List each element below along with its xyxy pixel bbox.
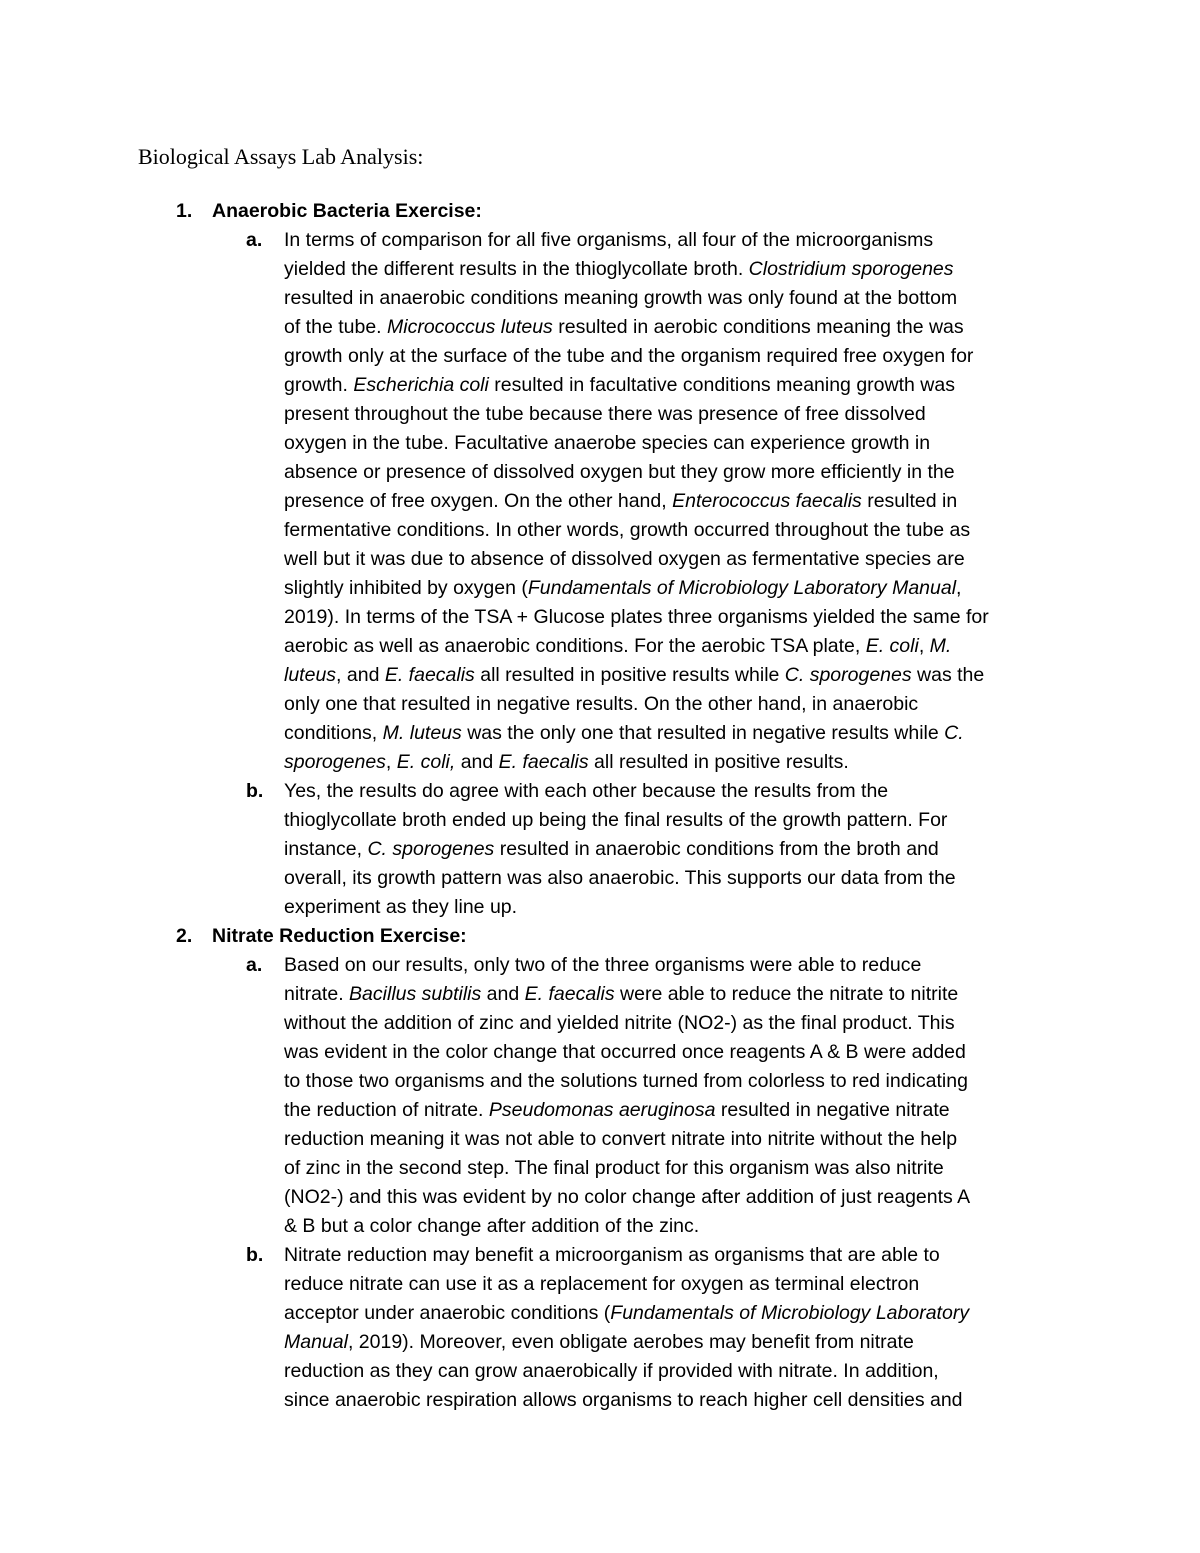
text-run: instance, [284,838,368,860]
paragraph [284,226,1084,777]
text-line [284,864,1084,893]
text-run: was evident in the color change that occurred once reagents A & B were added [284,1041,966,1063]
text-run: Yes, the results do agree with each other because the results from the [284,780,889,802]
text-run: resulted in anaerobic conditions from the broth and [494,838,939,860]
text-run: In terms of comparison for all five organisms, all four of the microorganisms [284,229,934,251]
italic-text-run: Pseudomonas aeruginosa [488,1099,716,1121]
text-line [284,951,1084,980]
text-run: experiment as they line up. [284,896,518,918]
text-run: Nitrate reduction may benefit a microorganism as organisms that are able to [284,1244,940,1266]
text-run: thioglycollate broth ended up being the final results of the growth pattern. For [284,809,948,831]
section-number: 2. [176,925,193,947]
text-line [284,255,1084,284]
text-run: resulted in negative nitrate [715,1099,950,1121]
italic-text-run: luteus [284,664,337,686]
sub-item-marker: b. [246,1244,264,1266]
text-line [284,806,1084,835]
text-run: , [385,751,397,773]
text-line [284,1241,1084,1270]
text-run: present throughout the tube because there was presence of free dissolved [284,403,926,425]
paragraph [284,777,1084,922]
italic-text-run: Manual [284,1331,348,1353]
text-line [284,1067,1084,1096]
text-line [284,1212,1084,1241]
text-line [284,1183,1084,1212]
italic-text-run: C. sporogenes [367,838,495,860]
italic-text-run: E. coli, [396,751,456,773]
text-line [284,458,1084,487]
italic-text-run: Enterococcus faecalis [672,490,862,512]
text-run: reduce nitrate can use it as a replacement for oxygen as terminal electron [284,1273,920,1295]
text-line [284,226,1084,255]
text-run: growth. [284,374,354,396]
text-run: nitrate. [284,983,350,1005]
text-run: of zinc in the second step. The final product for this organism was also nitrite [284,1157,944,1179]
text-run: the reduction of nitrate. [284,1099,489,1121]
text-run: was the [911,664,985,686]
paragraph [284,1241,1084,1415]
text-line [284,313,1084,342]
text-run: slightly inhibited by oxygen ( [284,577,528,599]
text-run: reduction meaning it was not able to convert nitrate into nitrite without the help [284,1128,958,1150]
paragraph [284,951,1084,1241]
text-line [284,980,1084,1009]
text-line [284,1328,1084,1357]
section-number: 1. [176,200,193,222]
text-run: , and [336,664,385,686]
text-run: overall, its growth pattern was also anaerobic. This supports our data from the [284,867,956,889]
text-run: (NO2-) and this was evident by no color change after addition of just reagents A [284,1186,971,1208]
text-run: all resulted in positive results while [474,664,785,686]
text-line [284,429,1084,458]
text-line [284,835,1084,864]
text-line [284,1009,1084,1038]
text-line [284,661,1084,690]
italic-text-run: Fundamentals of Microbiology Laboratory [610,1302,970,1324]
text-run: yielded the different results in the thioglycollate broth. [284,258,749,280]
text-run: presence of free oxygen. On the other hand, [284,490,673,512]
italic-text-run: Fundamentals of Microbiology Laboratory Manual [527,577,957,599]
text-run: only one that resulted in negative results. On the other hand, in anaerobic [284,693,919,715]
text-run: 2019). In terms of the TSA + Glucose plates three organisms yielded the same for [284,606,989,628]
text-line [284,1386,1084,1415]
italic-text-run: E. faecalis [498,751,589,773]
sub-item-marker: a. [246,229,263,251]
section-title: Nitrate Reduction Exercise: [212,925,467,947]
text-run: Based on our results, only two of the three organisms were able to reduce [284,954,922,976]
text-run: conditions, [284,722,383,744]
italic-text-run: M. luteus [382,722,462,744]
italic-text-run: E. faecalis [384,664,475,686]
text-run: resulted in anaerobic conditions meaning growth was only found at the bottom [284,287,958,309]
text-line [284,777,1084,806]
text-run: , 2019). Moreover, even obligate aerobes may benefit from nitrate [347,1331,914,1353]
text-run: resulted in facultative conditions meaning growth was [488,374,955,396]
italic-text-run: C. [944,722,964,744]
text-run: and [481,983,525,1005]
text-line [284,603,1084,632]
text-line [284,400,1084,429]
italic-text-run: Clostridium sporogenes [748,258,954,280]
italic-text-run: Micrococcus luteus [387,316,553,338]
text-line [284,487,1084,516]
italic-text-run: sporogenes [284,751,386,773]
text-run: fermentative conditions. In other words, growth occurred throughout the tube as [284,519,971,541]
italic-text-run: C. sporogenes [784,664,912,686]
text-line [284,719,1084,748]
text-line [284,632,1084,661]
text-run: all resulted in positive results. [588,751,849,773]
text-line [284,1270,1084,1299]
text-run: well but it was due to absence of dissolved oxygen as fermentative species are [284,548,965,570]
text-run: to those two organisms and the solutions turned from colorless to red indicating [284,1070,968,1092]
text-line [284,545,1084,574]
text-line [284,893,1084,922]
text-run: and [455,751,499,773]
text-run: of the tube. [284,316,387,338]
text-run: acceptor under anaerobic conditions ( [284,1302,611,1324]
text-line [284,1125,1084,1154]
text-line [284,1096,1084,1125]
text-run: absence or presence of dissolved oxygen but they grow more efficiently in the [284,461,955,483]
text-line [284,516,1084,545]
text-run: resulted in [861,490,958,512]
text-run: oxygen in the tube. Facultative anaerobe species can experience growth in [284,432,931,454]
text-run: & B but a color change after addition of the zinc. [284,1215,700,1237]
text-run: resulted in aerobic conditions meaning the was [552,316,964,338]
sub-item-marker: a. [246,954,263,976]
text-line [284,342,1084,371]
text-line [284,1299,1084,1328]
text-line [284,284,1084,313]
text-line [284,1038,1084,1067]
sub-item-marker: b. [246,780,264,802]
italic-text-run: E. coli [865,635,919,657]
text-line [284,1357,1084,1386]
text-run: since anaerobic respiration allows organisms to reach higher cell densities and [284,1389,963,1411]
document-title: Biological Assays Lab Analysis: [138,144,424,169]
text-run: reduction as they can grow anaerobically if provided with nitrate. In addition, [284,1360,939,1382]
text-run: was the only one that resulted in negative results while [461,722,945,744]
italic-text-run: Escherichia coli [353,374,489,396]
text-run: growth only at the surface of the tube and the organism required free oxygen for [284,345,974,367]
text-line [284,1154,1084,1183]
text-run: aerobic as well as anaerobic conditions. For the aerobic TSA plate, [284,635,866,657]
text-run: were able to reduce the nitrate to nitrite [614,983,959,1005]
section-title: Anaerobic Bacteria Exercise: [212,200,482,222]
italic-text-run: E. faecalis [524,983,615,1005]
italic-text-run: Bacillus subtilis [349,983,482,1005]
italic-text-run: M. [929,635,952,657]
text-run: , [918,635,930,657]
text-line [284,574,1084,603]
text-line [284,748,1084,777]
text-line [284,690,1084,719]
text-run: without the addition of zinc and yielded nitrite (NO2-) as the final product. This [284,1012,955,1034]
text-run: , [956,577,962,599]
text-line [284,371,1084,400]
